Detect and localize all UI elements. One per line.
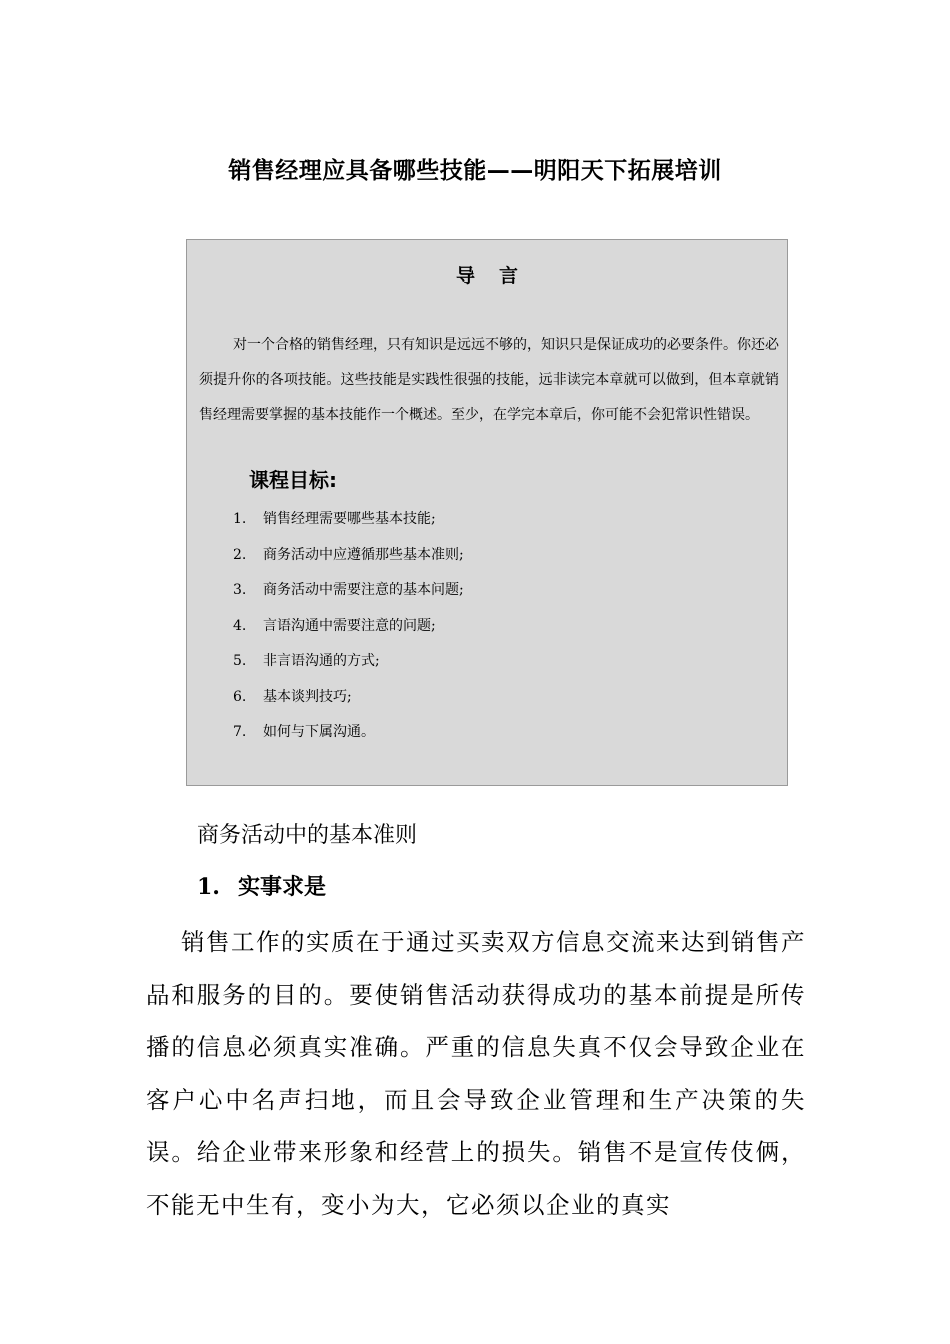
- document-title: 销售经理应具备哪些技能——明阳天下拓展培训: [228, 158, 722, 184]
- goal-text: 如何与下属沟通。: [263, 724, 375, 740]
- goal-item: [233, 540, 464, 576]
- goal-item: [233, 717, 464, 753]
- goals-heading: 课程目标:: [249, 468, 337, 492]
- goal-item: [233, 611, 464, 647]
- goal-text: 非言语沟通的方式;: [263, 653, 380, 669]
- goal-item: [233, 575, 464, 611]
- goal-list: [233, 504, 464, 753]
- goal-item: [233, 682, 464, 718]
- goal-number: 7.: [233, 724, 247, 740]
- goal-number: 1.: [233, 511, 247, 527]
- goal-number: 3.: [233, 582, 247, 598]
- goal-number: 5.: [233, 653, 247, 669]
- subsection-title: [197, 870, 326, 901]
- goal-item: [233, 646, 464, 682]
- body-paragraph: 销售工作的实质在于通过买卖双方信息交流来达到销售产品和服务的目的。要使销售活动获得成功的基本前提是所传播的信息必须真实准确。严重的信息失真不仅会导致企业在客户心中名声扫地，而且会导致企业管理和生产决策的失误。给企业带来形象和经营上的损失。销售不是宣传伎俩，不能无中生有，变小为大，它必须以企业的真实: [146, 928, 806, 1219]
- subsection-number: 1.: [197, 874, 220, 900]
- subsection-label: 实事求是: [237, 874, 326, 900]
- section-title: 商务活动中的基本准则: [197, 823, 418, 848]
- goal-text: 商务活动中应遵循那些基本准则;: [263, 546, 464, 563]
- intro-box: [186, 239, 788, 786]
- goal-text: 基本谈判技巧;: [263, 688, 352, 705]
- goal-number: 6.: [233, 688, 247, 705]
- goal-item: [233, 504, 464, 540]
- goal-text: 言语沟通中需要注意的问题;: [263, 617, 436, 634]
- intro-paragraph: 对一个合格的销售经理，只有知识是远远不够的，知识只是保证成功的必要条件。你还必须提升你的各项技能。这些技能是实践性很强的技能，远非读完本章就可以做到，但本章就销售经理需要掌握的基本技能作一个概述。至少，在学完本章后，你可能不会犯常识性错误。: [199, 337, 779, 423]
- intro-heading: 导言: [455, 265, 542, 287]
- goal-number: 2.: [233, 546, 247, 563]
- goal-number: 4.: [233, 617, 247, 634]
- goal-text: 销售经理需要哪些基本技能;: [263, 511, 436, 527]
- goal-text: 商务活动中需要注意的基本问题;: [263, 582, 464, 598]
